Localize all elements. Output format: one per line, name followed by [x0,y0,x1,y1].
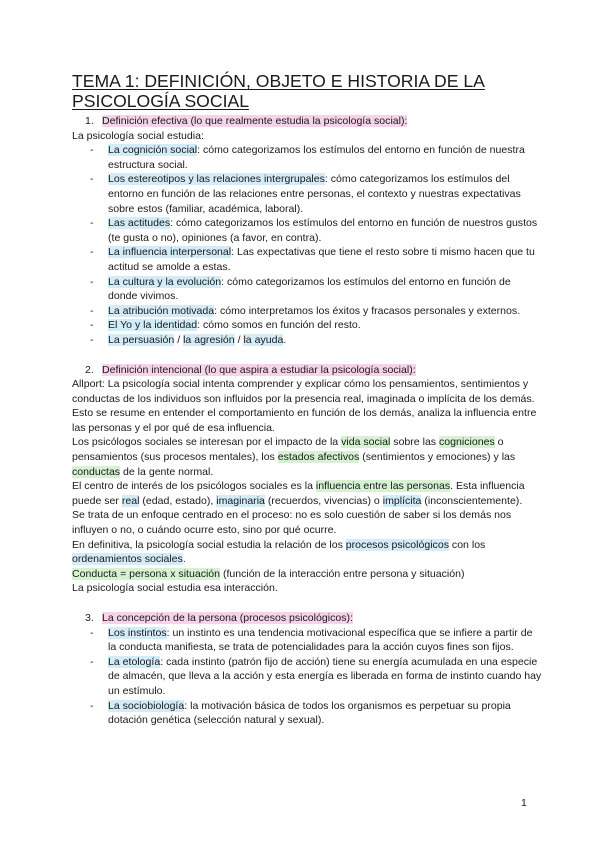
text: (sentimientos y emociones) y las [359,451,516,464]
highlight-term: La influencia interpersonal [108,246,232,259]
highlight-term: estados afectivos [277,451,360,464]
text: Los psicólogos sociales se interesan por el impacto de la [72,436,342,449]
paragraph-center-of-interest [72,479,542,508]
text: (edad, estado), [139,494,217,507]
spacer [72,348,542,363]
item-text: : un instinto es una tendencia motivacional específica que se infiere a partir de la conducta manifiesta, se trata de potencialidades para la acción cuyos fines son fijos. [108,626,533,654]
list-item [72,216,542,245]
item-text: . [283,333,287,346]
page-number: 1 [521,797,527,809]
item-text: : cada instinto (patrón fijo de acción) tiene su energía acumulada en una especie de almacén, que lleva a la acción y esta energía es liberada en forma de instinto cuando hay un estímulo. [108,655,542,697]
paragraph-interaction: La psicología social estudia esa interacción. [72,582,278,595]
paragraph-formula [72,567,542,582]
text: sobre las [390,436,440,449]
section-3-heading-text: La concepción de la persona (procesos psicológicos): [102,612,353,624]
highlight-term: vida social [341,436,391,449]
highlight-term: conductas [72,465,121,478]
highlight-term: La sociobiología [108,699,185,712]
list-item [72,275,542,304]
item-text: : cómo categorizamos los estímulos del entorno en función de nuestra estructura social. [108,144,525,171]
text: de la gente normal. [120,465,214,478]
list-item [72,655,542,699]
list-item [72,245,542,274]
section-1-number: 1. [85,115,94,127]
list-item [72,172,542,216]
list-item [72,143,542,172]
document-body [72,114,542,728]
section-1-list [72,143,542,347]
separator: / [174,333,184,346]
item-text: : cómo interpretamos los éxitos y fracasos personales y externos. [214,304,521,317]
text: con los [448,538,486,551]
text: En definitiva, la psicología social estudia la relación de los [72,538,346,551]
section-2-number: 2. [85,363,94,376]
section-3-list [72,626,542,728]
highlight-term: ordenamientos sociales [72,553,183,566]
spacer [72,596,542,611]
text: (inconscientemente). [421,494,523,507]
list-item [72,304,542,319]
text: El centro de interés de los psicólogos sociales es la [72,480,316,493]
section-1-intro: La psicología social estudia: [72,129,204,142]
list-item [72,333,542,348]
highlight-term: La cognición social [108,144,198,157]
text: o pensamientos (sus procesos mentales), los [72,436,504,464]
item-text: : la motivación básica de todos los organismos es perpetuar su propia dotación genética (selección natural y sexual). [108,699,511,727]
section-3-number: 3. [85,612,94,624]
item-text: : cómo somos en función del resto. [197,319,361,332]
section-1-heading [85,114,542,129]
highlight-term: la agresión [183,333,235,346]
highlight-term: implícita [382,494,422,507]
text: . Esta influencia puede ser [72,480,525,507]
highlight-term: La etología [108,655,161,668]
section-2-heading-text: Definición intencional (lo que aspira a estudiar la psicología social): [102,363,416,376]
highlight-term: Los estereotipos y las relaciones intergrupales [108,173,325,186]
text: (función de la interacción entre persona y situación) [220,567,465,580]
text: . [182,553,186,566]
paragraph-psychologists-interest [72,435,542,479]
list-item [72,318,542,333]
separator: / [234,333,244,346]
list-item [72,626,542,655]
item-text: : cómo categorizamos los estímulos del entorno en función de nuestros gustos (te gusta o no), opiniones (a favor, en contra). [108,217,538,244]
highlight-term: imaginaria [216,494,265,507]
item-text: : cómo categorizamos los estímulos del entorno en función de donde vivimos. [108,275,511,303]
item-text: : cómo categorizamos los estímulos del entorno en función de las relaciones entre personas, el contexto y nuestras expectativas sobre estos (familiar, académica, laboral). [108,173,521,215]
section-3-heading [85,611,542,626]
highlight-term: Las actitudes [108,217,171,230]
section-2-heading [85,363,542,378]
highlight-term: La atribución motivada [108,304,215,317]
paragraph-process-focus: Se trata de un enfoque centrado en el proceso: no es solo cuestión de saber si los demás nos influyen o no, o cuándo ocurre esto, sino por qué ocurre. [72,509,512,537]
highlight-term: Los instintos [108,626,167,639]
document-title: TEMA 1: DEFINICIÓN, OBJETO E HISTORIA DE LA PSICOLOGÍA SOCIAL [72,71,485,111]
highlight-term: procesos psicológicos [345,538,449,551]
list-item [72,699,542,728]
paragraph-conclusion [72,538,542,567]
highlight-term: cogniciones [439,436,495,449]
paragraph-allport: Allport: La psicología social intenta comprender y explicar cómo los pensamientos, sentimientos y conductas de los individuos son influidos por la presencia real, imaginada o implícita de los demás. Esto se resume en entender el comportamiento en función de los demás, analiza la influencia entre las personas y el por qué de esa influencia. [72,378,537,434]
highlight-term: El Yo y la identidad [108,319,198,332]
highlight-term: La cultura y la evolución [108,275,222,288]
highlight-term: influencia entre las personas [315,480,451,493]
text: (recuerdos, vivencias) o [264,494,383,507]
section-1-heading-text: Definición efectiva (lo que realmente estudia la psicología social): [102,115,408,127]
highlight-term: La persuasión [108,333,175,346]
highlight-term: real [121,494,140,507]
item-text: : Las expectativas que tiene el resto sobre ti mismo hacen que tu actitud se amolde a estas. [108,246,535,273]
highlight-formula: Conducta = persona x situación [72,567,221,580]
highlight-term: la ayuda [243,333,284,346]
